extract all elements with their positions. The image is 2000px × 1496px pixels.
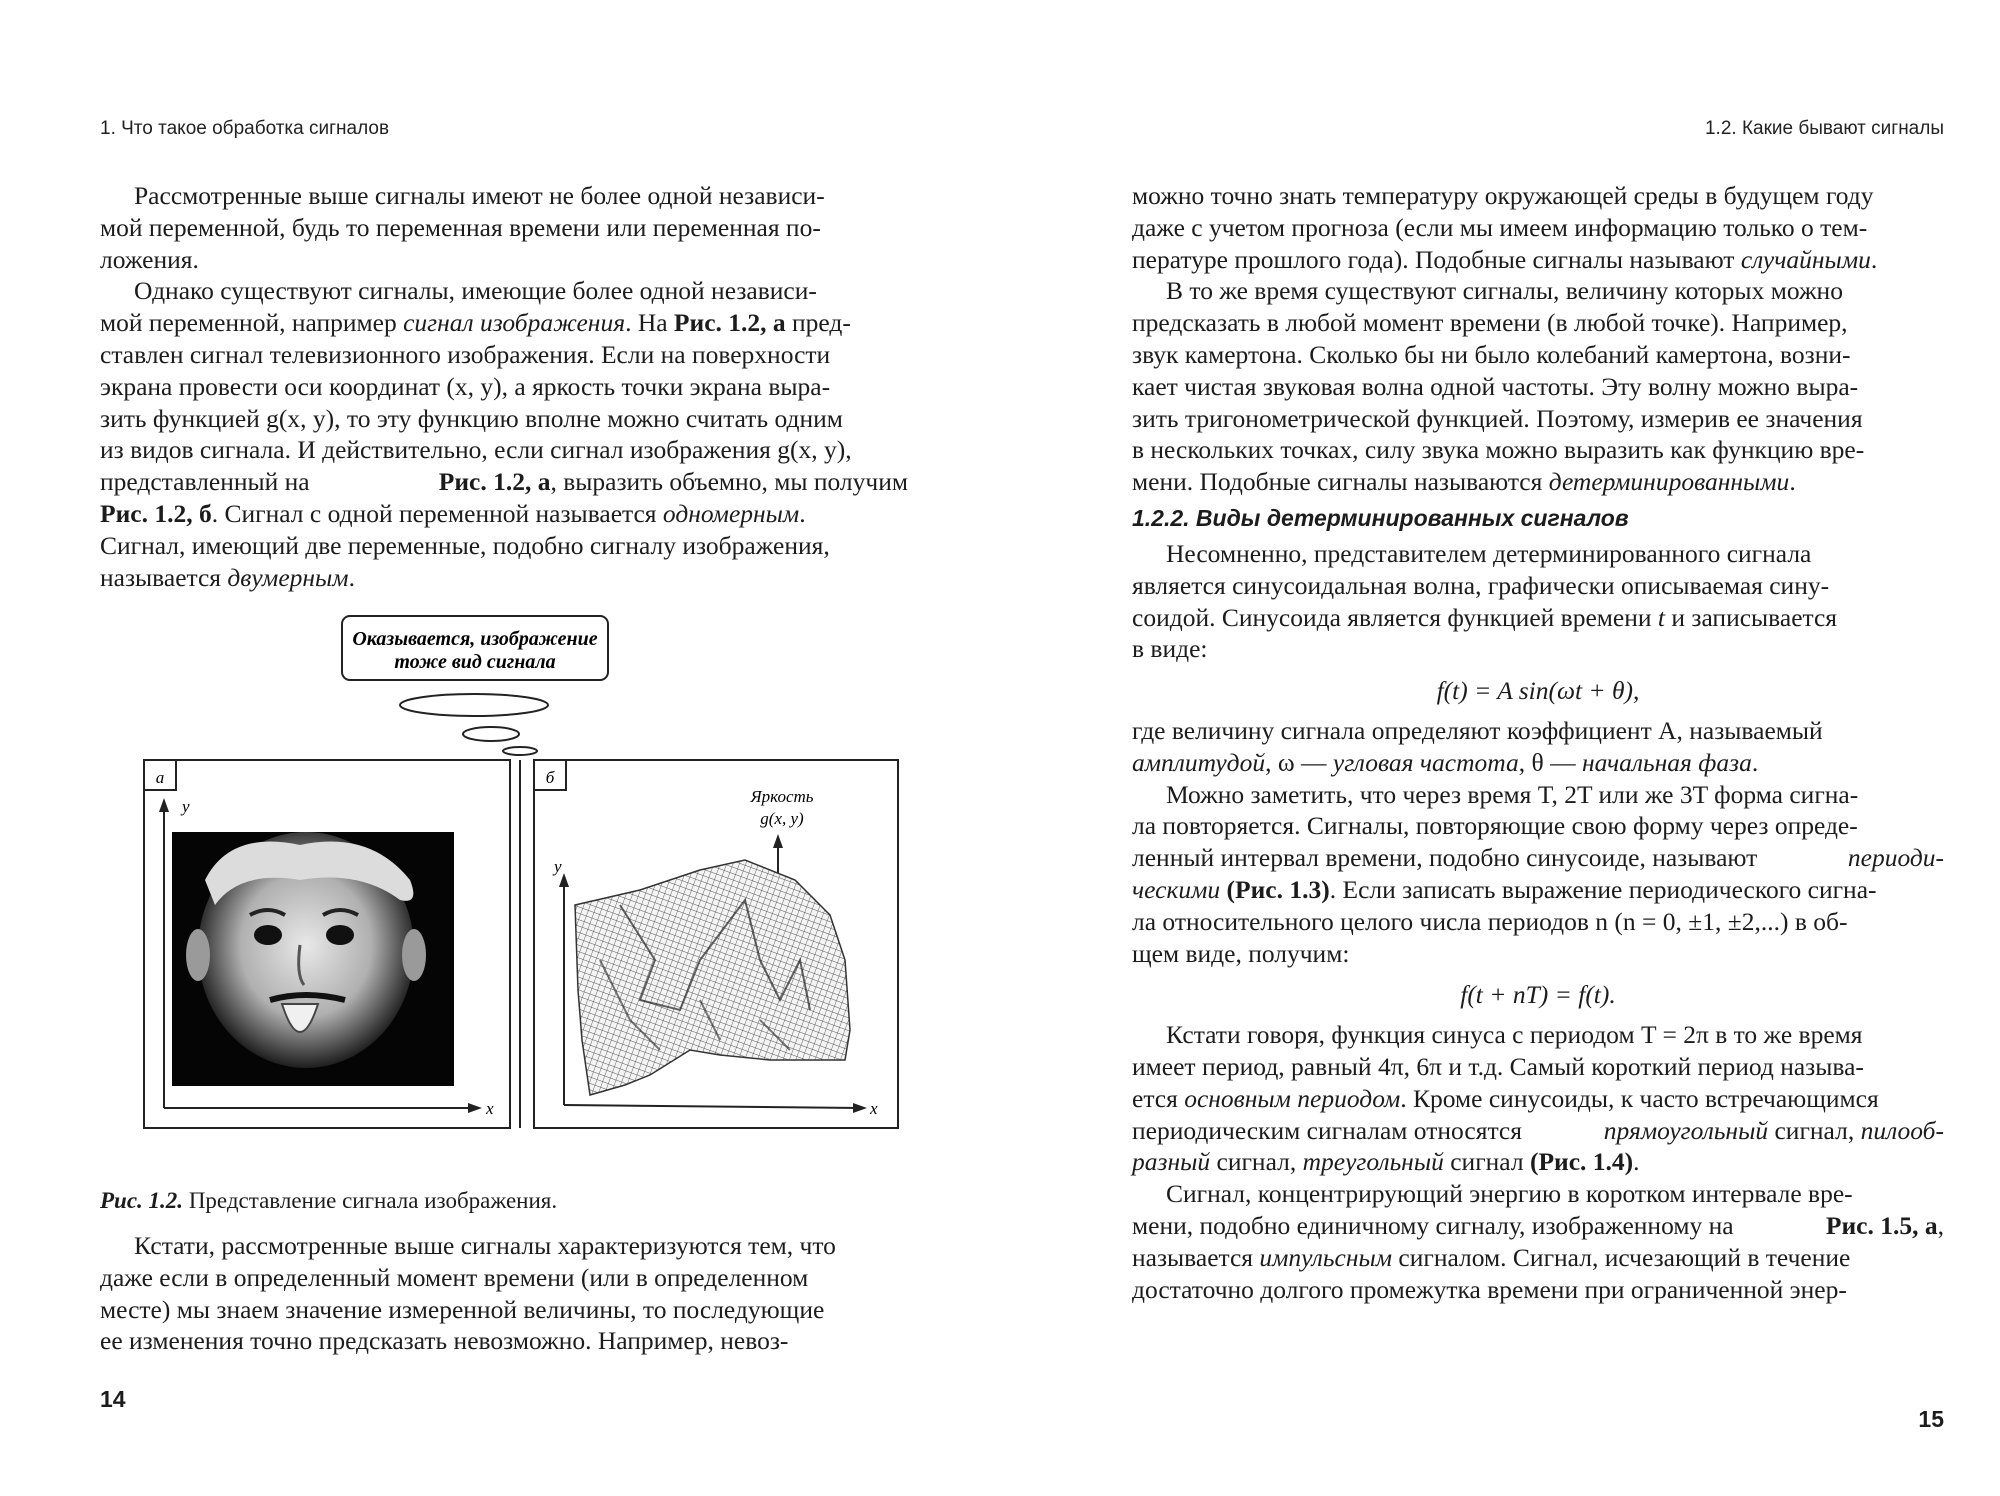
text-line: называется импульсным сигналом. Сигнал, исчезающий в течение (1132, 1242, 1851, 1272)
text-line: даже если в определенный момент времени (или в определенном (100, 1262, 809, 1292)
left-text-top (100, 180, 908, 593)
text-line: можно точно знать температуру окружающей среды в будущем году (1132, 181, 1874, 210)
text-line: периодическим сигналам относятся прямоугольный сигнал, пилооб- (1132, 1115, 1944, 1145)
portrait-image (172, 832, 454, 1086)
text-line: ется основным периодом. Кроме синусоиды, к часто встречающимся (1132, 1083, 1879, 1113)
text-line: Кстати, рассмотренные выше сигналы характеризуются тем, что (134, 1231, 836, 1260)
text-line: месте) мы знаем значение измеренной величины, то последующие (100, 1294, 825, 1324)
text-line: предсказать в любой момент времени (в любой точке). Например, (1132, 308, 1848, 338)
text-line: в нескольких точках, силу звука можно выразить как функцию вре- (1132, 435, 1865, 465)
left-text-bottom (100, 1230, 908, 1357)
text-line: даже с учетом прогноза (если мы имеем информацию только о тем- (1132, 212, 1868, 242)
text-line: соидой. Синусоида является функцией времени t и записывается (1132, 602, 1838, 632)
text-line: амплитудой, ω — угловая частота, θ — начальная фаза. (1132, 747, 1759, 777)
right-page-number: 15 (1918, 1406, 1944, 1432)
text-line: пературе прошлого года). Подобные сигналы называют случайными. (1132, 244, 1878, 274)
thought-dot-large (400, 694, 548, 716)
text-line: называется двумерным. (100, 562, 355, 592)
text-line: мой переменной, будь то переменная времени или переменная по- (100, 212, 821, 242)
brightness-label-2: g(x, y) (760, 809, 804, 828)
text-line: мени, подобно единичному сигналу, изображенному на Рис. 1.5, а, (1132, 1210, 1944, 1240)
right-text (1132, 180, 1944, 1305)
text-line: в виде: (1132, 634, 1208, 664)
text-line: ла повторяется. Сигналы, повторяющие свою форму через опреде- (1132, 811, 1858, 841)
text-line: мой переменной, например сигнал изображения. На Рис. 1.2, а пред- (100, 308, 851, 338)
text-line: является синусоидальная волна, графически описываемая сину- (1132, 570, 1830, 600)
text-line: Рис. 1.2, б. Сигнал с одной переменной называется одномерным. (100, 498, 806, 528)
text-line: мени. Подобные сигналы называются детерминированными. (1132, 467, 1796, 497)
text-line: Кстати говоря, функция синуса с периодом T = 2π в то же время (1166, 1020, 1863, 1050)
left-running-head: 1. Что такое обработка сигналов (100, 118, 390, 139)
text-line: где величину сигнала определяют коэффициент A, называемый (1132, 715, 1823, 745)
text-line: Рассмотренные выше сигналы имеют не более одной независи- (134, 181, 825, 210)
right-running-head: 1.2. Какие бывают сигналы (1704, 118, 1944, 139)
bubble-text-1: Оказывается, изображение (352, 628, 598, 650)
figure-1-2 (0, 600, 1000, 1140)
text-line: кает чистая звуковая волна одной частоты. Эту волну можно выра- (1132, 371, 1859, 401)
panel-b-label: б (545, 768, 555, 787)
left-page-number: 14 (100, 1386, 126, 1412)
text-line: ложения. (100, 244, 199, 274)
text-line: разный сигнал, треугольный сигнал (Рис. 1.4). (1132, 1147, 1640, 1177)
text-line: представленный на Рис. 1.2, а, выразить объемно, мы получим (100, 467, 908, 497)
text-line: Можно заметить, что через время T, 2T или же 3T форма сигна- (1166, 779, 1859, 809)
panel-a-y-label: y (182, 797, 190, 816)
text-line: Сигнал, имеющий две переменные, подобно сигналу изображения, (100, 530, 830, 560)
text-line: ее изменения точно предсказать невозможно. Например, невоз- (100, 1326, 789, 1356)
text-line: имеет период, равный 4π, 6π и т.д. Самый короткий период называ- (1132, 1051, 1864, 1081)
panel-b-y-label: y (554, 857, 562, 876)
text-line: ставлен сигнал телевизионного изображения. Если на поверхности (100, 339, 831, 369)
section-title: 1.2.2. Виды детерминированных сигналов (1132, 504, 1629, 531)
text-line: зить тригонометрической функцией. Поэтому, измерив ее значения (1132, 403, 1863, 433)
text-line: Однако существуют сигналы, имеющие более одной независи- (134, 276, 817, 306)
thought-dot-small (503, 747, 537, 755)
formula-sine: f(t) = A sin(ωt + θ), (1436, 676, 1640, 706)
text-line: зить функцией g(x, y), то эту функцию вполне можно считать одним (100, 403, 843, 433)
text-line: экрана провести оси координат (x, y), а яркость точки экрана выра- (100, 371, 831, 401)
text-line: ла относительного целого числа периодов n (n = 0, ±1, ±2,...) в об- (1132, 906, 1848, 936)
panel-a-x-label: x (486, 1099, 494, 1118)
panel-b-x-label: x (870, 1099, 878, 1118)
bubble-text-2: тоже вид сигнала (394, 651, 556, 673)
figure-caption: Рис. 1.2. Представление сигнала изображения. (100, 1188, 558, 1213)
panel-a-label: а (155, 768, 165, 787)
text-line: Несомненно, представителем детерминированного сигнала (1166, 538, 1812, 568)
text-line: щем виде, получим: (1132, 938, 1350, 968)
text-line: Сигнал, концентрирующий энергию в коротком интервале вре- (1166, 1179, 1853, 1209)
brightness-label-1: Яркость (750, 787, 814, 806)
formula-periodic: f(t + nT) = f(t). (1460, 980, 1616, 1010)
right-page (1000, 0, 2000, 1496)
text-line: достаточно долгого промежутка времени при ограниченной энер- (1132, 1274, 1847, 1304)
text-line: В то же время существуют сигналы, величину которых можно (1166, 276, 1843, 306)
text-line: ленный интервал времени, подобно синусоиде, называют периоди- (1132, 843, 1944, 873)
thought-dot-medium (463, 727, 519, 741)
text-line: ческими (Рис. 1.3). Если записать выражение периодического сигна- (1132, 874, 1877, 904)
text-line: из видов сигнала. И действительно, если сигнал изображения g(x, y), (100, 435, 852, 465)
text-line: звук камертона. Сколько бы ни было колебаний камертона, возни- (1132, 339, 1851, 369)
